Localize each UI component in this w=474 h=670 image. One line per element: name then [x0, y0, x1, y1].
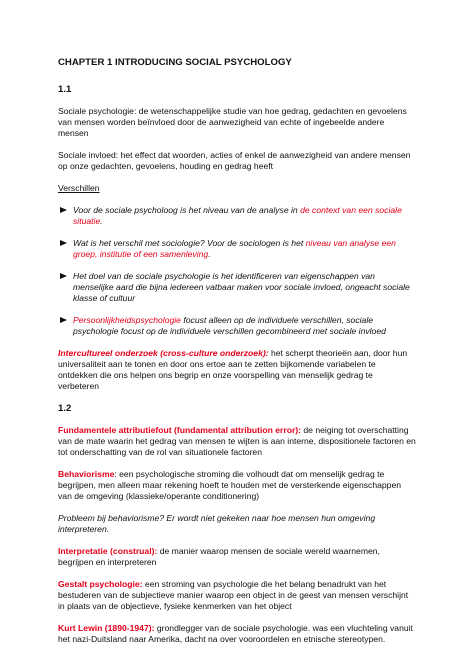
bullet-text-end: . — [208, 249, 211, 259]
bullet-text: Het doel van de sociale psychologie is het identificeren van eigenschappen van menselijke aard die bijna iedereen vatbaar maken voor sociale invloed, ongeacht sociale klasse of cultuur — [73, 271, 410, 303]
term-fundamentele-attributiefout: Fundamentele attributiefout (fundamental attribution error): — [58, 425, 302, 435]
definition-text: grondlegger van de sociale psychologie. was een vluchteling vanuit het nazi-Duitsland naar Amerika, dacht na over vooroordelen en etnische stereotypen. — [58, 623, 413, 644]
definition-text: een stroming van psychologie die het belang benadrukt van het bestuderen van de subjectieve manier waarop een object in de geest van mensen verschijnt in plaats van de objectieve, fysieke kenmerken van het object — [58, 579, 409, 611]
term-interpretatie: Interpretatie (construal): — [58, 546, 158, 556]
term-gestalt-psychologie: Gestalt psychologie: — [58, 579, 143, 589]
bullet-item — [58, 238, 416, 260]
arrow-bullet-icon — [60, 317, 67, 323]
definition-sociale-psychologie: Sociale psychologie: de wetenschappelijke studie van hoe gedrag, gedachten en gevoelens van mensen worden beïnvloed door de aanwezigheid van echte of ingebeelde andere mensen — [58, 106, 407, 138]
bullet-highlight: de context van een sociale situatie — [73, 205, 402, 226]
gestalt-paragraph — [58, 579, 416, 612]
bullet-item — [58, 205, 416, 227]
chapter-title: CHAPTER 1 INTRODUCING SOCIAL PSYCHOLOGY — [58, 57, 292, 68]
bullet-text: Voor de sociale psycholoog is het niveau van de analyse in — [73, 205, 301, 215]
intercultureel-paragraph — [58, 348, 416, 392]
bullet-highlight: Persoonlijkheidspsychologie — [73, 315, 181, 325]
verschillen-heading: Verschillen — [58, 183, 100, 193]
probleem-behaviorisme: Probleem bij behaviorisme? Er wordt niet gekeken naar hoe mensen hun omgeving interpreteren. — [58, 513, 376, 534]
bullet-item — [58, 271, 416, 304]
definition-text: : een psychologische stroming die volhoudt dat om menselijk gedrag te begrijpen, men alleen maar rekening hoeft te houden met de versterkende eigenschappen van de omgeving (klassieke/operante conditionering) — [58, 469, 402, 501]
lewin-paragraph — [58, 623, 416, 645]
behaviorisme-paragraph — [58, 469, 416, 502]
arrow-bullet-icon — [60, 240, 67, 246]
bullet-highlight: niveau van analyse een groep, institutie of een samenleving — [73, 238, 396, 259]
term-kurt-lewin: Kurt Lewin (1890-1947): — [58, 623, 155, 633]
definition-text: de manier waarop mensen de sociale wereld waarnemen, begrijpen en interpreteren — [58, 546, 380, 567]
bullet-text-end: . — [100, 216, 103, 226]
section-heading-1-2: 1.2 — [58, 403, 72, 414]
fae-paragraph — [58, 425, 416, 458]
arrow-bullet-icon — [60, 207, 67, 213]
bullet-text: Wat is het verschil met sociologie? Voor de sociologen is het — [73, 238, 306, 248]
definition-text: de neiging tot overschatting van de mate waarin het gedrag van mensen te wijten is aan interne, dispositionele factoren en tot onderschatting van de rol van situationele factoren — [58, 425, 416, 457]
arrow-bullet-icon — [60, 273, 67, 279]
definition-sociale-invloed: Sociale invloed: het effect dat woorden, acties of enkel de aanwezigheid van andere mensen op onze gedachten, gevoelens, houding en gedrag heeft — [58, 150, 411, 171]
bullet-list — [58, 205, 416, 337]
section-heading-1-1: 1.1 — [58, 84, 72, 95]
bullet-item — [58, 315, 416, 337]
interpretatie-paragraph — [58, 546, 416, 568]
term-behaviorisme: Behaviorisme — [58, 469, 115, 479]
term-intercultureel: Intercultureel onderzoek (cross-culture onderzoek): — [58, 348, 269, 358]
bullet-text: focust alleen op de individuele verschillen, sociale psychologie focust op de individuele verschillen gecombineerd met sociale invloed — [73, 315, 386, 336]
definition-text: het scherpt theorieën aan, door hun universaliteit aan te tonen en door ons ertoe aan te zetten bijkomende variabelen te ontdekken die ons helpen ons begrip en onze voorspelling van menselijk gedrag te verbeteren — [58, 348, 408, 391]
